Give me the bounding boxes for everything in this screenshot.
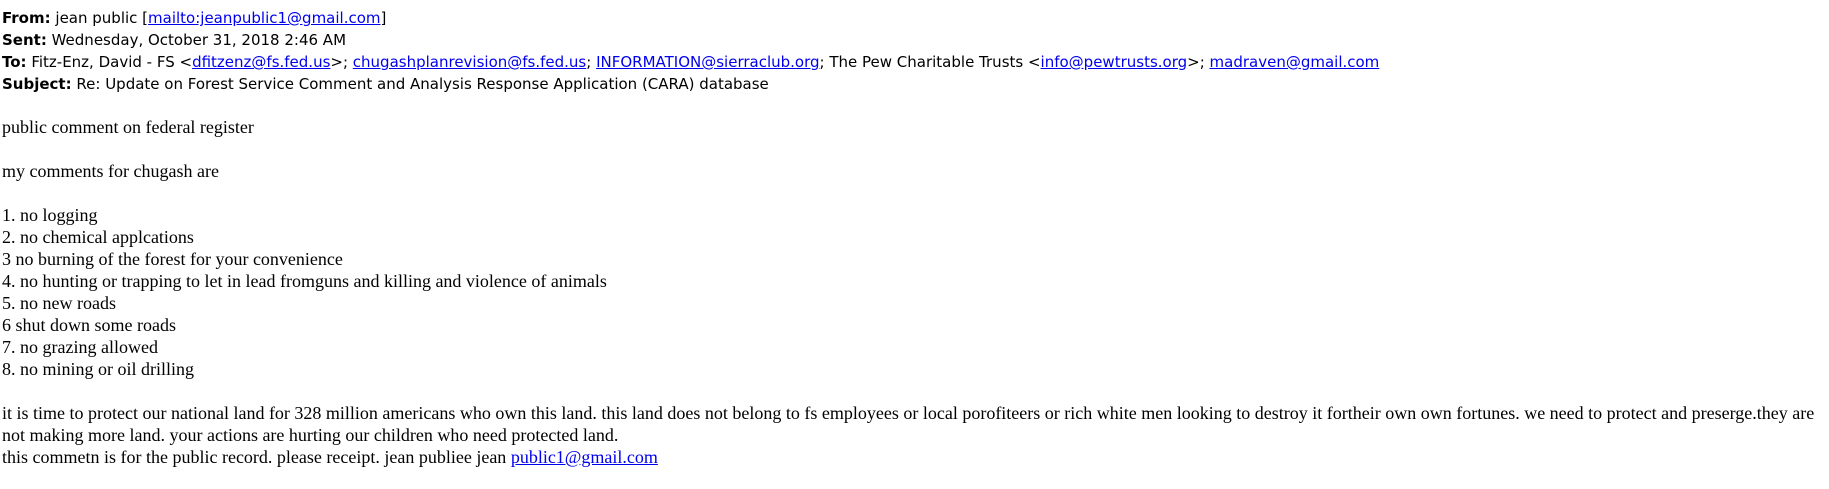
- email-body: [2, 116, 1822, 468]
- list-item: 5. no new roads: [2, 293, 116, 313]
- to-link-sierraclub[interactable]: INFORMATION@sierraclub.org: [596, 53, 820, 71]
- to-link-madraven[interactable]: madraven@gmail.com: [1209, 53, 1380, 71]
- body-line-1: public comment on federal register: [2, 117, 254, 137]
- subject-line: [2, 73, 1379, 95]
- to-text-5: >;: [1187, 53, 1210, 71]
- to-text-2: >;: [330, 53, 353, 71]
- to-label: To:: [2, 53, 27, 71]
- from-label: From:: [2, 9, 51, 27]
- list-item: 8. no mining or oil drilling: [2, 359, 194, 379]
- signoff-line: [2, 446, 1822, 468]
- from-line: [2, 7, 1379, 29]
- sent-label: Sent:: [2, 31, 47, 49]
- body-line-2: my comments for chugash are: [2, 161, 219, 181]
- list-item: 2. no chemical applcations: [2, 227, 194, 247]
- list-item: 3 no burning of the forest for your convenience: [2, 249, 343, 269]
- sent-value: Wednesday, October 31, 2018 2:46 AM: [51, 31, 347, 49]
- to-text-3: ;: [586, 53, 597, 71]
- closing-paragraph: it is time to protect our national land for 328 million americans who own this land. this land does not belong to fs employees or local porofiteers or rich white men looking to destroy it fortheir own own fortunes. we need to protect and preserge.they are not making more land. your actions are hurting our children who need protected land.: [2, 403, 1815, 445]
- to-text-4: ; The Pew Charitable Trusts <: [819, 53, 1041, 71]
- signoff-text: this commetn is for the public record. please receipt. jean publiee jean: [2, 447, 511, 467]
- email-headers: [2, 7, 1379, 95]
- from-mailto-link[interactable]: mailto:jeanpublic1@gmail.com: [148, 9, 381, 27]
- to-line: [2, 51, 1379, 73]
- list-item: 7. no grazing allowed: [2, 337, 158, 357]
- list-item: 1. no logging: [2, 205, 98, 225]
- list-item: 6 shut down some roads: [2, 315, 176, 335]
- sent-line: [2, 29, 1379, 51]
- subject-value: Re: Update on Forest Service Comment and Analysis Response Application (CARA) database: [76, 75, 769, 93]
- subject-label: Subject:: [2, 75, 72, 93]
- from-close: ]: [380, 9, 387, 27]
- to-link-pewtrusts[interactable]: info@pewtrusts.org: [1040, 53, 1188, 71]
- signoff-email-link[interactable]: public1@gmail.com: [510, 447, 658, 467]
- comment-list: [2, 204, 1822, 380]
- to-link-chugashplanrevision[interactable]: chugashplanrevision@fs.fed.us: [352, 53, 587, 71]
- to-text-1: Fitz-Enz, David - FS <: [31, 53, 193, 71]
- to-link-dfitzenz[interactable]: dfitzenz@fs.fed.us: [192, 53, 331, 71]
- list-item: 4. no hunting or trapping to let in lead fromguns and killing and violence of animals: [2, 271, 607, 291]
- from-name: jean public [: [55, 9, 149, 27]
